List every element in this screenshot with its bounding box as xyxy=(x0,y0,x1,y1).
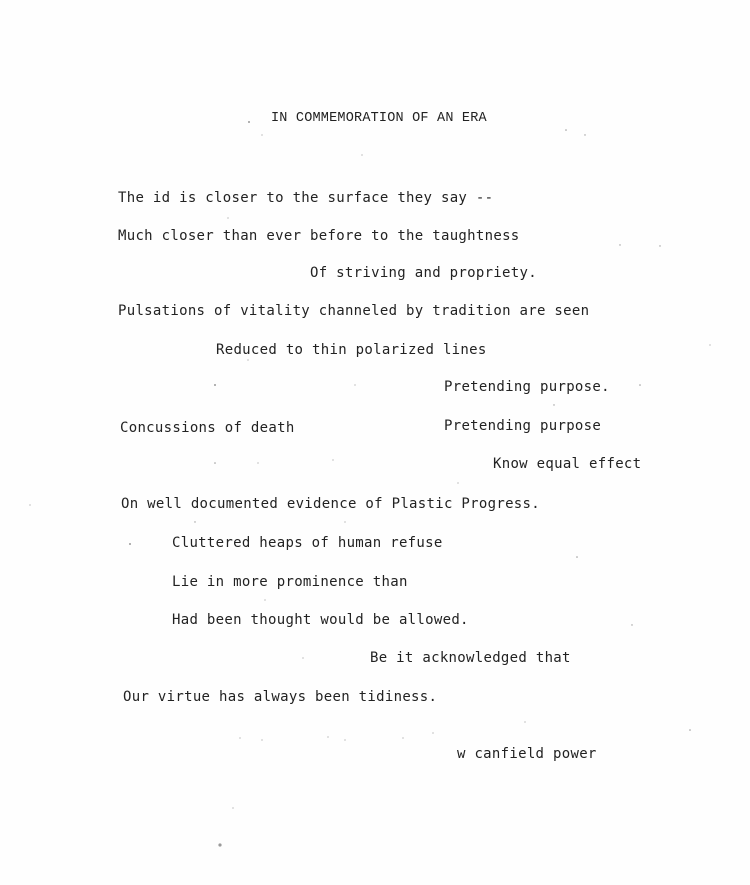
poem-line-13: Had been thought would be allowed. xyxy=(172,612,469,628)
poem-line-9: Know equal effect xyxy=(493,456,642,472)
poem-line-11: Cluttered heaps of human refuse xyxy=(172,535,443,551)
poem-line-5: Reduced to thin polarized lines xyxy=(216,342,487,358)
poem-line-12: Lie in more prominence than xyxy=(172,574,408,590)
poem-line-8: Pretending purpose xyxy=(444,418,602,434)
signature: w canfield power xyxy=(457,746,597,762)
poem-line-10: On well documented evidence of Plastic Progress. xyxy=(121,496,540,512)
poem-line-14: Be it acknowledged that xyxy=(370,650,571,666)
poem-line-4: Pulsations of vitality channeled by tradition are seen xyxy=(118,303,590,319)
poem-line-2: Much closer than ever before to the taughtness xyxy=(118,228,520,244)
poem-line-3: Of striving and propriety. xyxy=(310,265,537,281)
poem-line-15: Our virtue has always been tidiness. xyxy=(123,689,438,705)
poem-line-6: Pretending purpose. xyxy=(444,379,610,395)
poem-line-1: The id is closer to the surface they say -- xyxy=(118,190,494,206)
poem-title: IN COMMEMORATION OF AN ERA xyxy=(271,111,487,126)
poem-line-7: Concussions of death xyxy=(120,420,295,436)
